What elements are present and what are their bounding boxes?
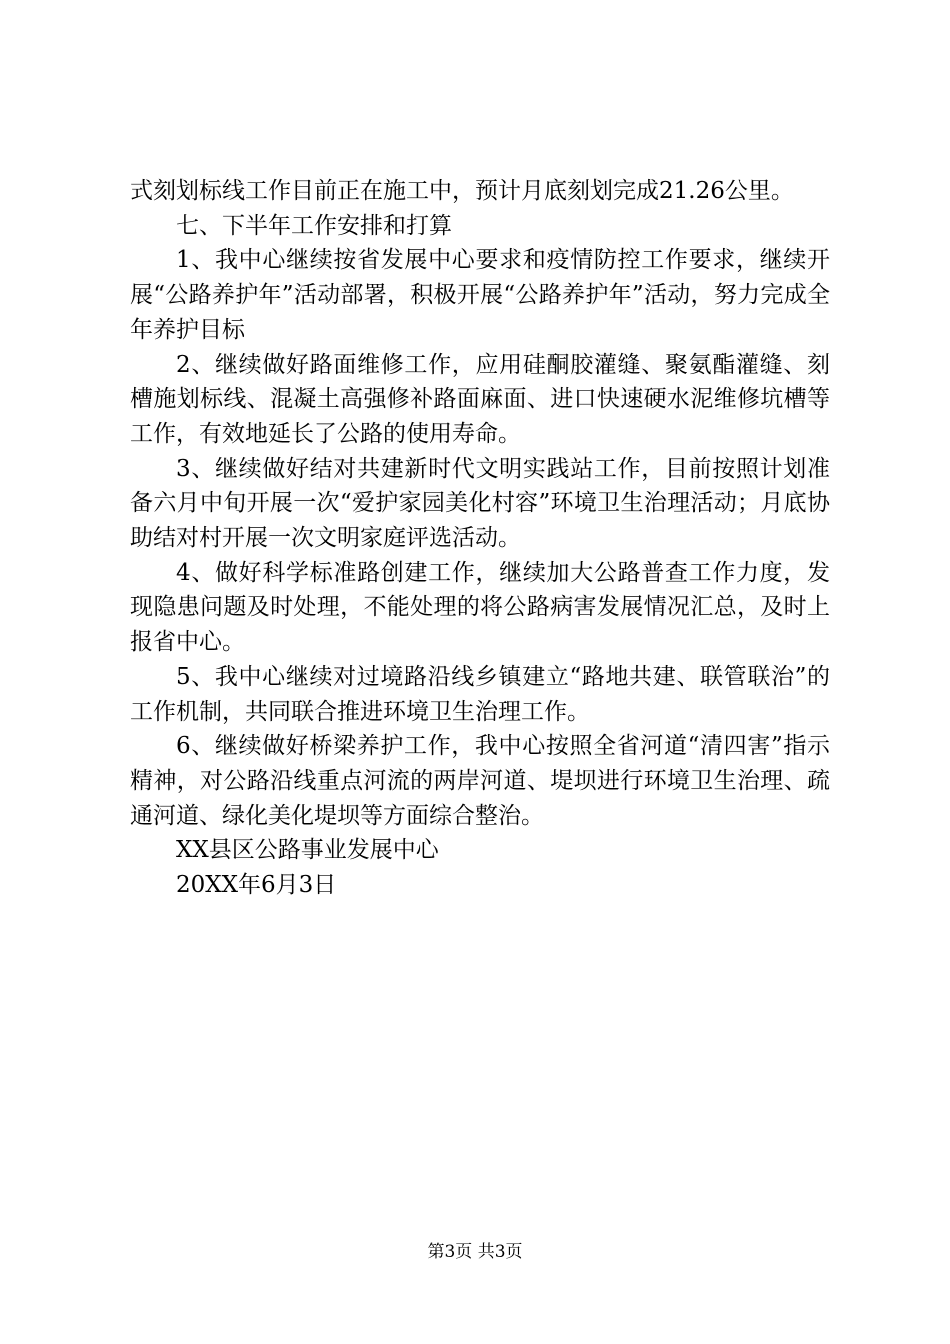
paragraph-item-2: 2、继续做好路面维修工作，应用硅酮胶灌缝、聚氨酯灌缝、刻槽施划标线、混凝土高强修补路面麻面、进口快速硬水泥维修坑槽等工作，有效地延长了公路的使用寿命。 xyxy=(130,351,830,447)
paragraph-item-1: 1、我中心继续按省发展中心要求和疫情防控工作要求，继续开展“公路养护年”活动部署，积极开展“公路养护年”活动，努力完成全年养护目标 xyxy=(130,247,830,343)
paragraph-continuation: 式刻划标线工作目前正在施工中，预计月底刻划完成21.26公里。 xyxy=(130,178,794,204)
document-body xyxy=(130,174,830,903)
signature-organization: XX县区公路事业发展中心 xyxy=(176,837,439,864)
paragraph-item-3: 3、继续做好结对共建新时代文明实践站工作，目前按照计划准备六月中旬开展一次“爱护家园美化村容”环境卫生治理活动；月底协助结对村开展一次文明家庭评选活动。 xyxy=(130,455,830,552)
paragraph-item-5: 5、我中心继续对过境路沿线乡镇建立“路地共建、联管联治”的工作机制，共同联合推进环境卫生治理工作。 xyxy=(130,663,830,725)
page-number-label: 第3页 共3页 xyxy=(427,1242,523,1262)
paragraph-item-4: 4、做好科学标准路创建工作，继续加大公路普查工作力度，发现隐患问题及时处理，不能处理的将公路病害发展情况汇总，及时上报省中心。 xyxy=(130,559,830,656)
signature-date: 20XX年6月3日 xyxy=(176,872,337,899)
page-footer xyxy=(0,1240,950,1264)
section-heading: 七、下半年工作安排和打算 xyxy=(176,212,452,239)
paragraph-item-6: 6、继续做好桥梁养护工作，我中心按照全省河道“清四害”指示精神，对公路沿线重点河流的两岸河道、堤坝进行环境卫生治理、疏通河道、绿化美化堤坝等方面综合整治。 xyxy=(130,733,830,829)
